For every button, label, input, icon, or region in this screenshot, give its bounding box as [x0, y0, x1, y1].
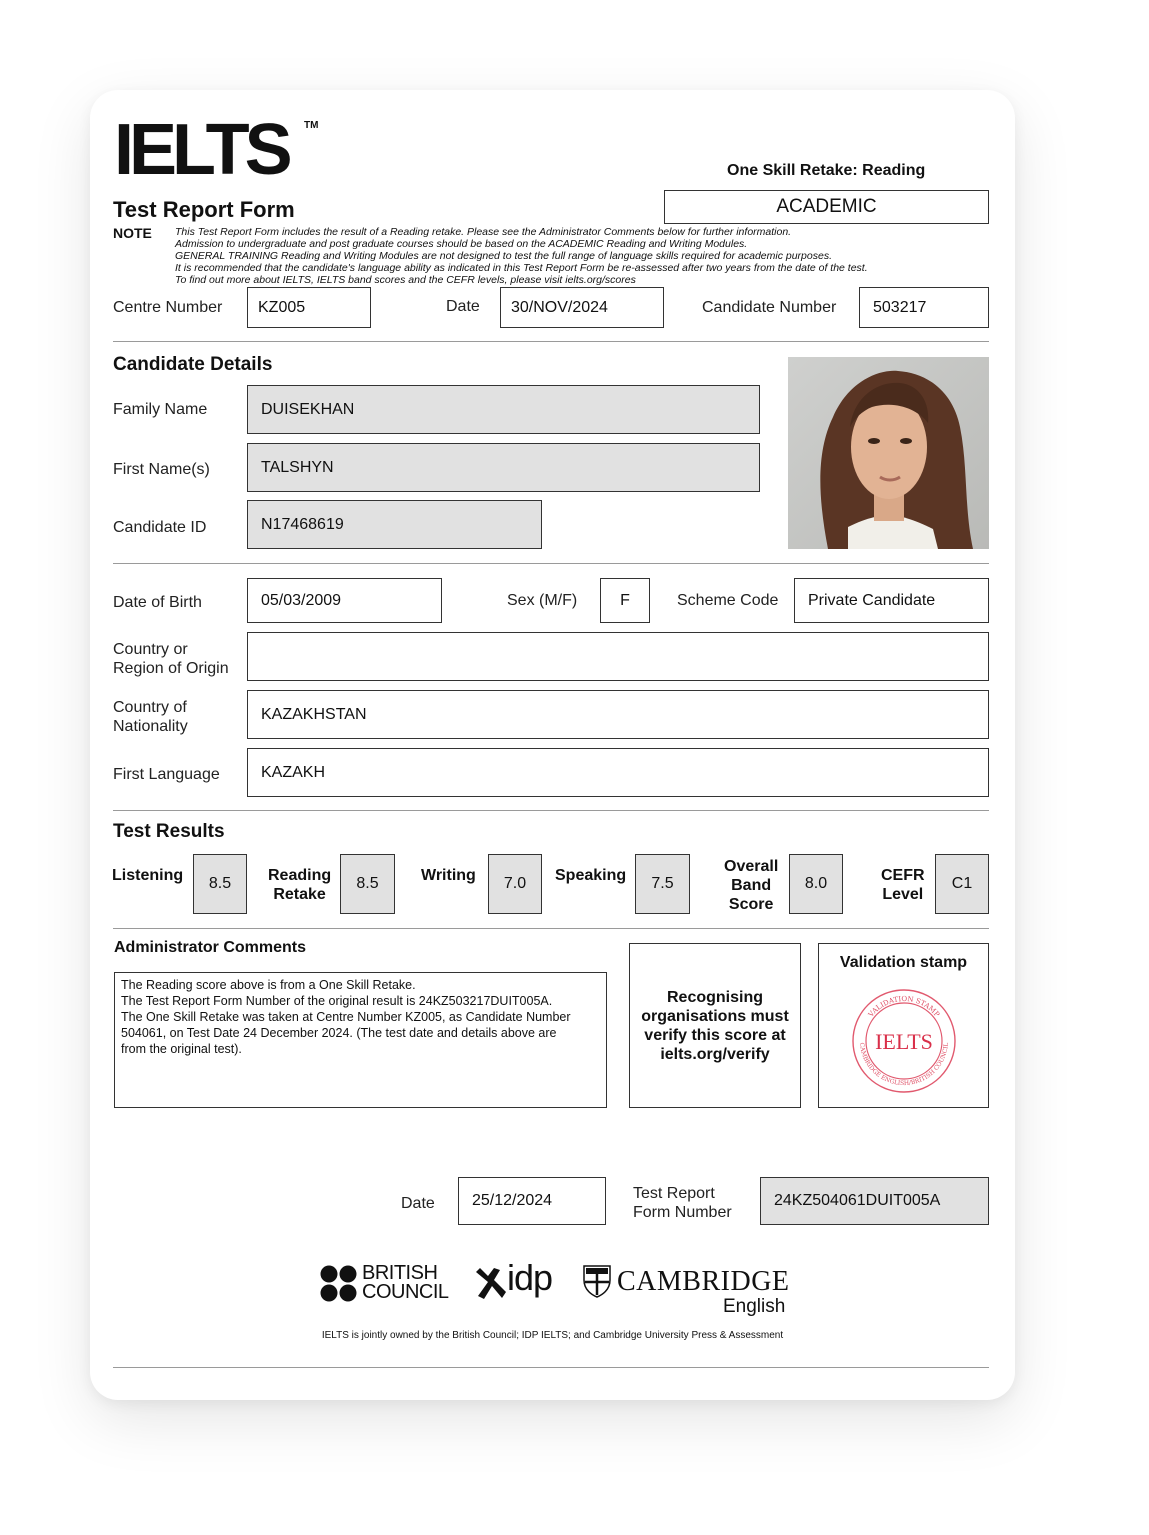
candidate-number-field: 503217 [859, 287, 989, 328]
overall-band-label [724, 857, 778, 914]
cambridge-shield-icon [582, 1264, 612, 1298]
idp-logo: idp [507, 1257, 553, 1298]
test-report-form-card [90, 90, 1015, 1400]
first-language-field: KAZAKH [247, 748, 989, 797]
first-name-field: TALSHYN [247, 443, 760, 492]
writing-score: 7.0 [488, 854, 542, 914]
stamp-ring-top-text: VALIDATION STAMP [867, 994, 941, 1019]
origin-field [247, 632, 989, 681]
verify-line: verify this score at [644, 1026, 786, 1044]
test-date-field: 30/NOV/2024 [500, 287, 664, 328]
note-line: To find out more about IELTS, IELTS band scores and the CEFR levels, please visit ielts.org/scores [175, 274, 636, 286]
overall-label-line: Band [731, 877, 772, 894]
validation-stamp-box [818, 943, 989, 1108]
trf-label-line: Form Number [633, 1204, 732, 1221]
origin-label [113, 640, 229, 678]
british-council-logo [362, 1264, 449, 1302]
verify-notice-box [629, 943, 801, 1108]
reading-label-line: Retake [273, 886, 326, 903]
trf-number-field: 24KZ504061DUIT005A [760, 1177, 989, 1225]
listening-label: Listening [112, 867, 184, 884]
verify-line: ielts.org/verify [660, 1045, 770, 1063]
candidate-id-label: Candidate ID [113, 519, 207, 536]
dob-field: 05/03/2009 [247, 578, 442, 623]
comment-line: from the original test). [121, 1042, 242, 1056]
trf-label-line: Test Report [633, 1185, 715, 1202]
british-council-line: COUNCIL [362, 1281, 449, 1303]
nationality-label [113, 698, 188, 736]
first-name-label: First Name(s) [113, 461, 210, 478]
sex-label: Sex (M/F) [507, 592, 578, 609]
stamp-ring-bottom-text: CAMBRIDGE ENGLISH/BRITISH COUNCIL [857, 1042, 951, 1088]
ielts-logo: IELTS [114, 110, 288, 190]
date-label: Date [446, 298, 480, 315]
note-text [175, 226, 868, 286]
admin-comments-title: Administrator Comments [114, 939, 307, 956]
overall-label-line: Score [728, 896, 774, 913]
verify-line: organisations must [641, 1007, 789, 1025]
nationality-field: KAZAKHSTAN [247, 690, 989, 739]
origin-label-line: Region of Origin [113, 660, 229, 677]
cambridge-english-text: English [723, 1296, 786, 1317]
reading-label [268, 866, 331, 904]
divider [113, 563, 989, 564]
comment-line: The Reading score above is from a One Skill Retake. [121, 978, 416, 992]
family-name-field: DUISEKHAN [247, 385, 760, 434]
british-council-line: BRITISH [362, 1262, 438, 1284]
note-line: Admission to undergraduate and post graduate courses should be based on the ACADEMIC Reading and Writing Modules. [175, 238, 748, 250]
speaking-score: 7.5 [635, 854, 690, 914]
cefr-label-line: CEFR [881, 867, 925, 884]
dob-label: Date of Birth [113, 594, 202, 611]
retake-title: One Skill Retake: Reading [727, 162, 926, 179]
comment-line: The Test Report Form Number of the original result is 24KZ503217DUIT005A. [121, 994, 553, 1008]
trf-number-label [633, 1184, 732, 1222]
overall-label-line: Overall [724, 858, 779, 875]
cefr-level-label [881, 866, 925, 904]
reading-score: 8.5 [340, 854, 395, 914]
writing-label: Writing [421, 867, 476, 884]
candidate-id-field: N17468619 [247, 500, 542, 549]
footer-date-label: Date [401, 1195, 435, 1212]
divider [113, 341, 989, 342]
cambridge-logo: CAMBRIDGE [617, 1266, 790, 1297]
centre-number-label: Centre Number [113, 299, 223, 316]
sex-field: F [600, 578, 650, 623]
note-line: This Test Report Form includes the result of a Reading retake. Please see the Administrator Comments below for further information. [175, 226, 792, 238]
comment-line: The One Skill Retake was taken at Centre Number KZ005, as Candidate Number [121, 1010, 571, 1024]
scheme-code-field: Private Candidate [794, 578, 989, 623]
idp-mark-icon [472, 1266, 508, 1302]
cefr-level-score: C1 [935, 854, 989, 914]
comment-line: 504061, on Test Date 24 December 2024. (The test date and details above are [121, 1026, 557, 1040]
british-council-dots-icon [319, 1264, 359, 1304]
verify-line: Recognising [666, 988, 763, 1006]
ownership-statement: IELTS is jointly owned by the British Council; IDP IELTS; and Cambridge University Press & Assessment [321, 1330, 784, 1341]
divider [113, 810, 989, 811]
origin-label-line: Country or [113, 641, 188, 658]
nationality-label-line: Country of [113, 699, 187, 716]
reading-label-line: Reading [268, 867, 332, 884]
module-box: ACADEMIC [664, 190, 989, 224]
scheme-code-label: Scheme Code [677, 592, 779, 609]
validation-stamp-seal [850, 987, 958, 1095]
candidate-photo [788, 357, 989, 549]
form-title: Test Report Form [113, 197, 295, 222]
test-results-title: Test Results [113, 821, 225, 842]
listening-score: 8.5 [193, 854, 247, 914]
divider [113, 1367, 989, 1368]
validation-stamp-title: Validation stamp [839, 954, 968, 971]
footer-date-field: 25/12/2024 [458, 1177, 606, 1225]
overall-band-score: 8.0 [789, 854, 843, 914]
candidate-number-label: Candidate Number [702, 299, 837, 316]
stamp-center-text: IELTS [875, 1029, 933, 1054]
candidate-details-title: Candidate Details [113, 354, 273, 375]
trademark-mark: TM [304, 120, 319, 131]
divider [113, 928, 989, 929]
nationality-label-line: Nationality [113, 718, 188, 735]
centre-number-field: KZ005 [247, 287, 371, 328]
admin-comments-box [114, 972, 607, 1108]
note-line: It is recommended that the candidate's language ability as indicated in this Test Report Form be re-assessed after two years from the date of the test. [175, 262, 868, 274]
cefr-label-line: Level [882, 886, 924, 903]
speaking-label: Speaking [555, 867, 627, 884]
family-name-label: Family Name [113, 401, 208, 418]
note-line: GENERAL TRAINING Reading and Writing Modules are not designed to test the full range of language skills required for academic purposes. [175, 250, 832, 262]
note-label: NOTE [113, 225, 152, 241]
first-language-label: First Language [113, 766, 220, 783]
